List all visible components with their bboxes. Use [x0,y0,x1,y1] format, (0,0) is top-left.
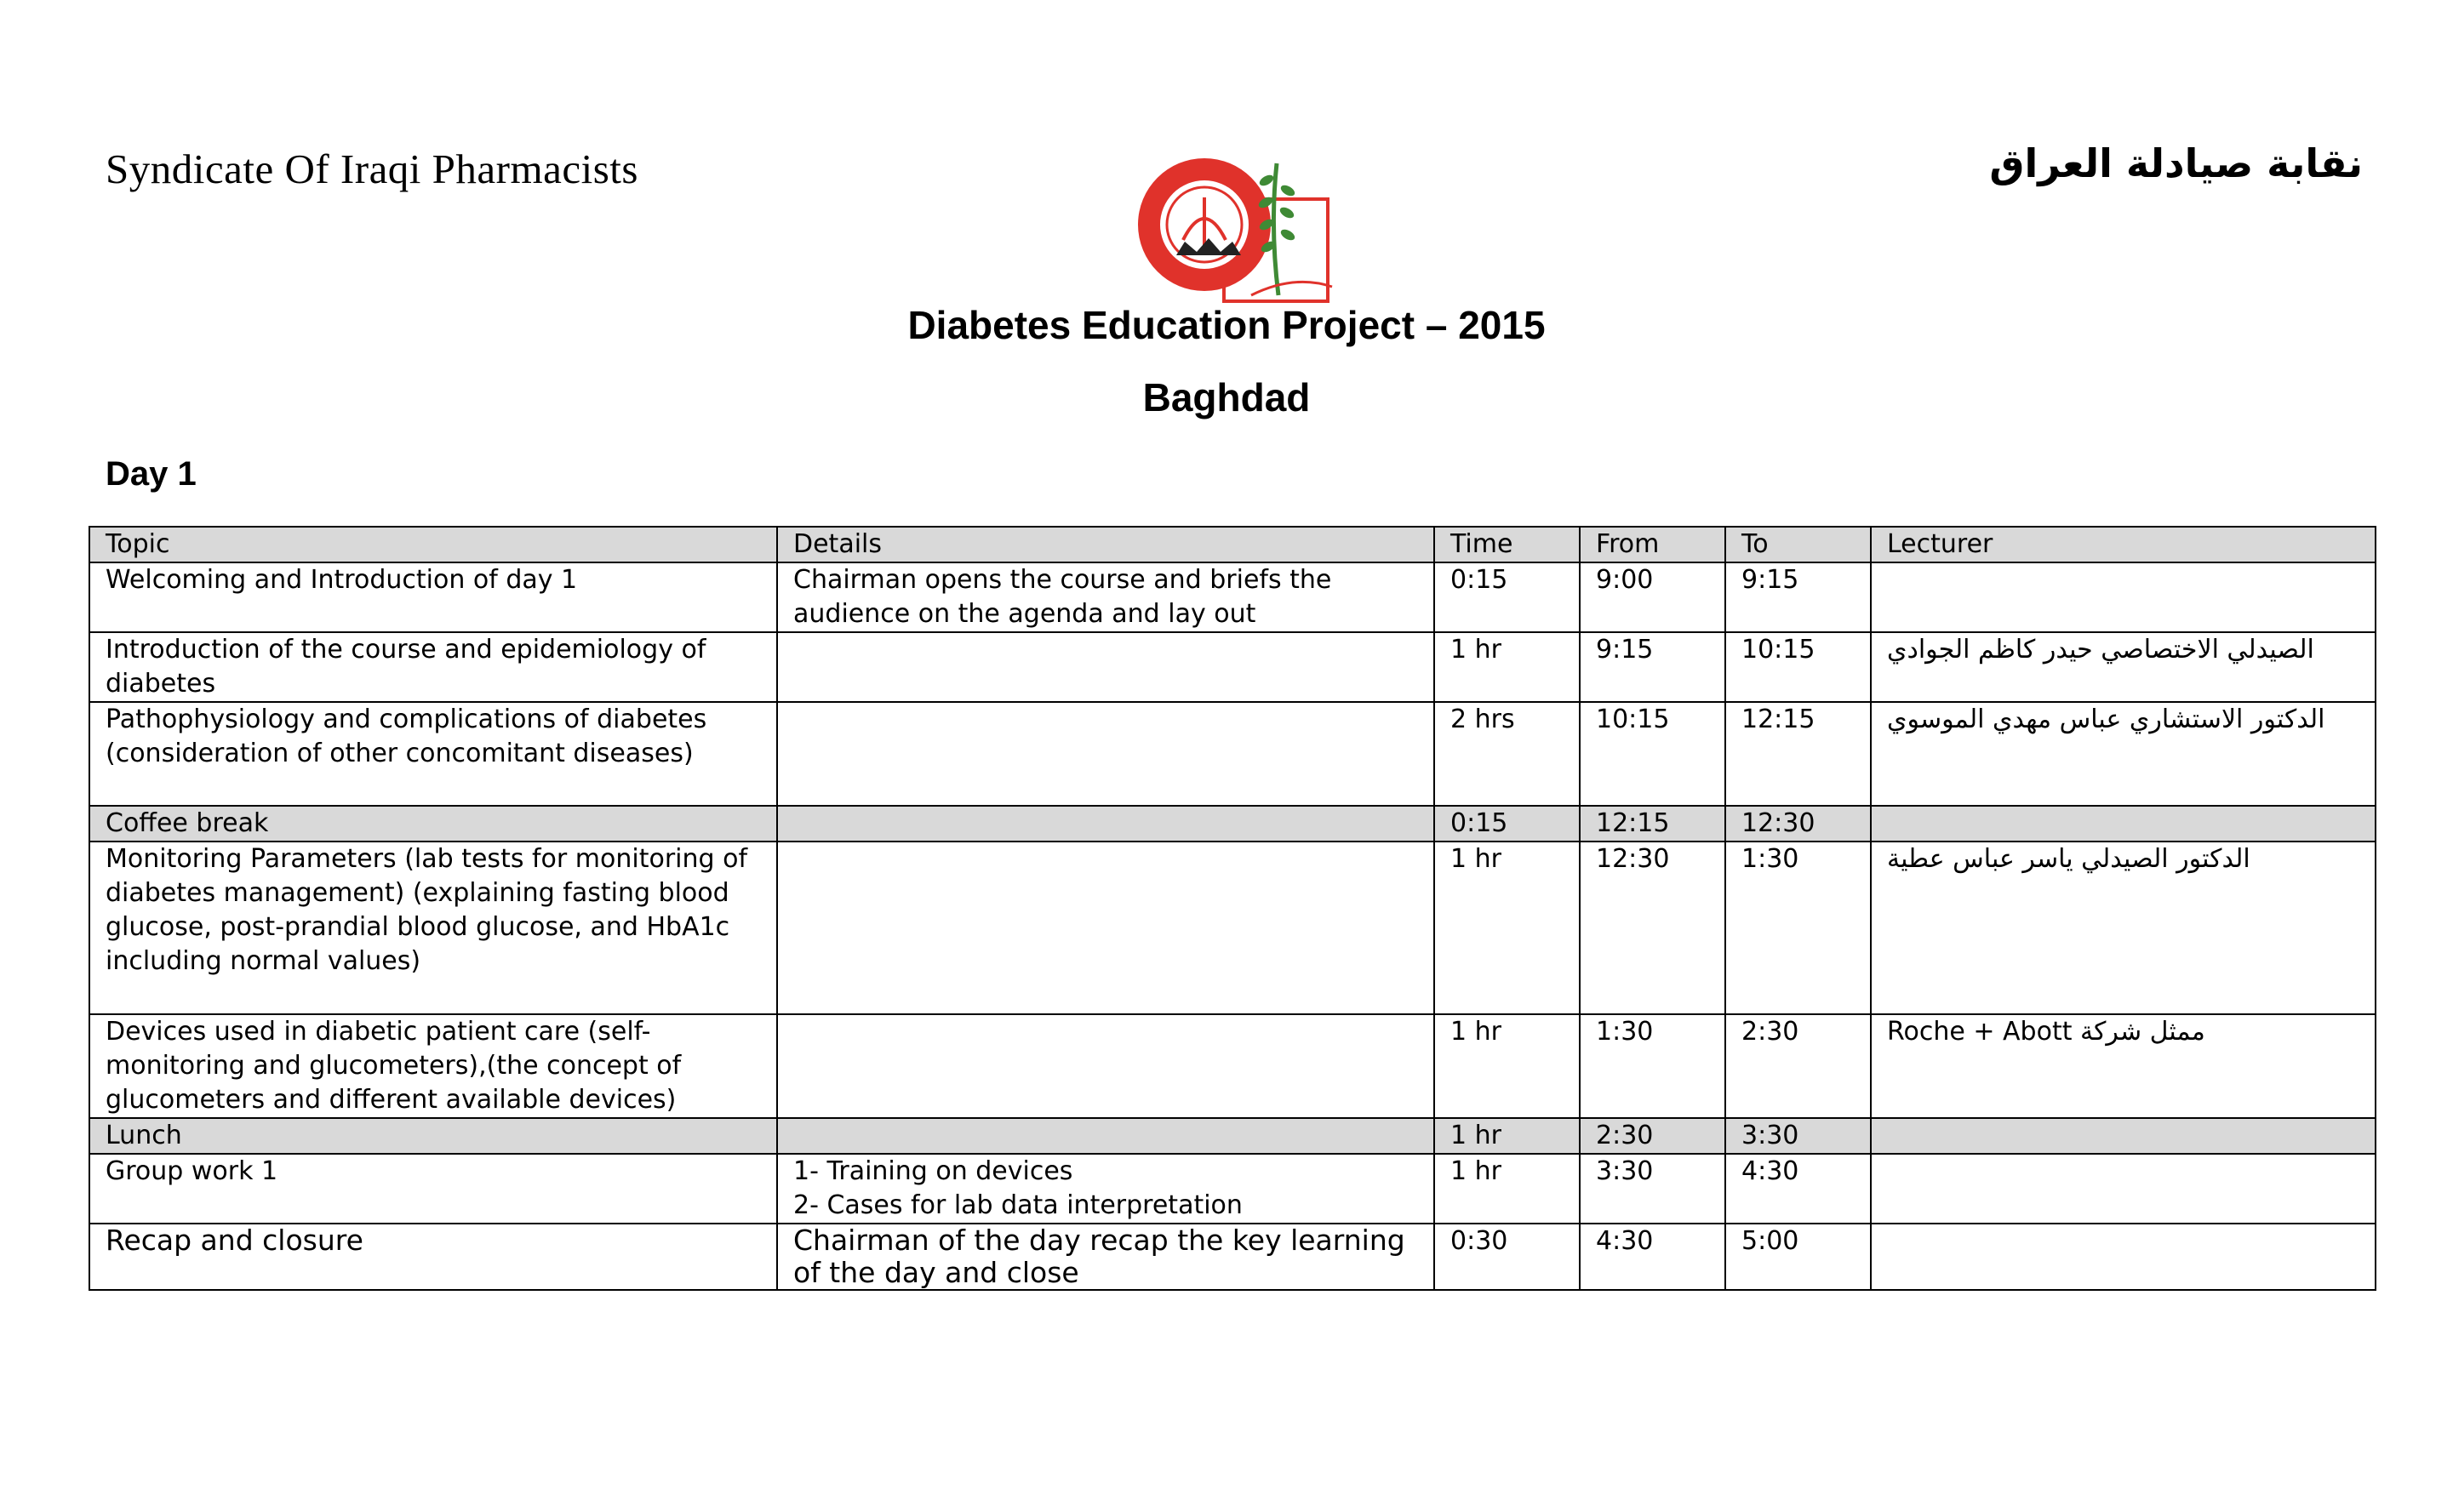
to-cell: 5:00 [1725,1224,1871,1290]
syndicate-seal-icon [1124,146,1345,308]
lecturer-cell [1871,1118,2376,1154]
column-header-time: Time [1434,527,1580,562]
lecturer-name: الصيدلي الاختصاصي حيدر كاظم الجوادي [1887,635,2314,665]
table-header-row [89,527,2376,562]
details-cell [777,1154,1434,1224]
from-cell: 12:15 [1580,806,1725,842]
table-row [89,702,2376,806]
table-row [89,842,2376,1014]
table-row [89,806,2376,842]
time-cell: 1 hr [1434,1014,1580,1118]
details-cell [777,1118,1434,1154]
details-cell [777,1014,1434,1118]
table-row [89,1154,2376,1224]
topic-cell: Welcoming and Introduction of day 1 [89,562,777,632]
topic-cell: Lunch [89,1118,777,1154]
lecturer-cell [1871,562,2376,632]
schedule-table [89,526,2376,1291]
time-cell: 1 hr [1434,632,1580,702]
time-cell: 1 hr [1434,1154,1580,1224]
from-cell: 9:00 [1580,562,1725,632]
time-cell: 0:30 [1434,1224,1580,1290]
details-cell: Chairman opens the course and briefs the audience on the agenda and lay out [777,562,1434,632]
table-row [89,632,2376,702]
lecturer-cell [1871,806,2376,842]
to-cell: 3:30 [1725,1118,1871,1154]
details-cell: Chairman of the day recap the key learning of the day and close [777,1224,1434,1290]
topic-cell: Group work 1 [89,1154,777,1224]
day-label: Day 1 [106,455,197,493]
column-header-from: From [1580,527,1725,562]
time-cell: 0:15 [1434,562,1580,632]
organization-name-arabic: نقابة صيادلة العراق [1989,140,2363,186]
details-cell [777,632,1434,702]
to-cell: 1:30 [1725,842,1871,1014]
document-title: Diabetes Education Project – 2015 [907,303,1546,347]
from-cell: 2:30 [1580,1118,1725,1154]
from-cell: 9:15 [1580,632,1725,702]
from-cell: 10:15 [1580,702,1725,806]
from-cell: 3:30 [1580,1154,1725,1224]
document-subtitle: Baghdad [1142,375,1311,419]
lecturer-name: الدكتور الاستشاري عباس مهدي الموسوي [1887,705,2325,734]
time-cell: 2 hrs [1434,702,1580,806]
topic-cell: Recap and closure [89,1224,777,1290]
lecturer-name: الدكتور الصيدلي ياسر عباس عطية [1887,844,2250,874]
to-cell: 10:15 [1725,632,1871,702]
table-row [89,1118,2376,1154]
time-cell: 1 hr [1434,842,1580,1014]
lecturer-cell [1871,842,2376,1014]
organization-name-english: Syndicate Of Iraqi Pharmacists [106,145,638,192]
lecturer-cell [1871,1154,2376,1224]
topic-cell: Introduction of the course and epidemiology of diabetes [89,632,777,702]
table-row [89,1224,2376,1290]
topic-cell: Devices used in diabetic patient care (self-monitoring and glucometers),(the concept of glucometers and different available devices) [89,1014,777,1118]
lecturer-cell [1871,1014,2376,1118]
column-header-topic: Topic [89,527,777,562]
to-cell: 4:30 [1725,1154,1871,1224]
to-cell: 2:30 [1725,1014,1871,1118]
topic-cell: Coffee break [89,806,777,842]
table-row [89,562,2376,632]
details-line: 1- Training on devices [793,1156,1073,1186]
lecturer-cell [1871,632,2376,702]
time-cell: 0:15 [1434,806,1580,842]
from-cell: 4:30 [1580,1224,1725,1290]
column-header-details: Details [777,527,1434,562]
lecturer-cell [1871,702,2376,806]
details-cell [777,842,1434,1014]
table-row [89,1014,2376,1118]
details-cell [777,806,1434,842]
details-line: 2- Cases for lab data interpretation [793,1190,1243,1220]
from-cell: 12:30 [1580,842,1725,1014]
to-cell: 9:15 [1725,562,1871,632]
from-cell: 1:30 [1580,1014,1725,1118]
details-cell [777,702,1434,806]
lecturer-cell [1871,1224,2376,1290]
time-cell: 1 hr [1434,1118,1580,1154]
topic-cell: Monitoring Parameters (lab tests for monitoring of diabetes management) (explaining fasting blood glucose, post-prandial blood glucose, and HbA1c including normal values) [89,842,777,1014]
to-cell: 12:15 [1725,702,1871,806]
column-header-lecturer: Lecturer [1871,527,2376,562]
to-cell: 12:30 [1725,806,1871,842]
topic-cell: Pathophysiology and complications of diabetes (consideration of other concomitant diseases) [89,702,777,806]
column-header-to: To [1725,527,1871,562]
lecturer-name: ممثل شركة Roche + Abott [1887,1017,2205,1047]
